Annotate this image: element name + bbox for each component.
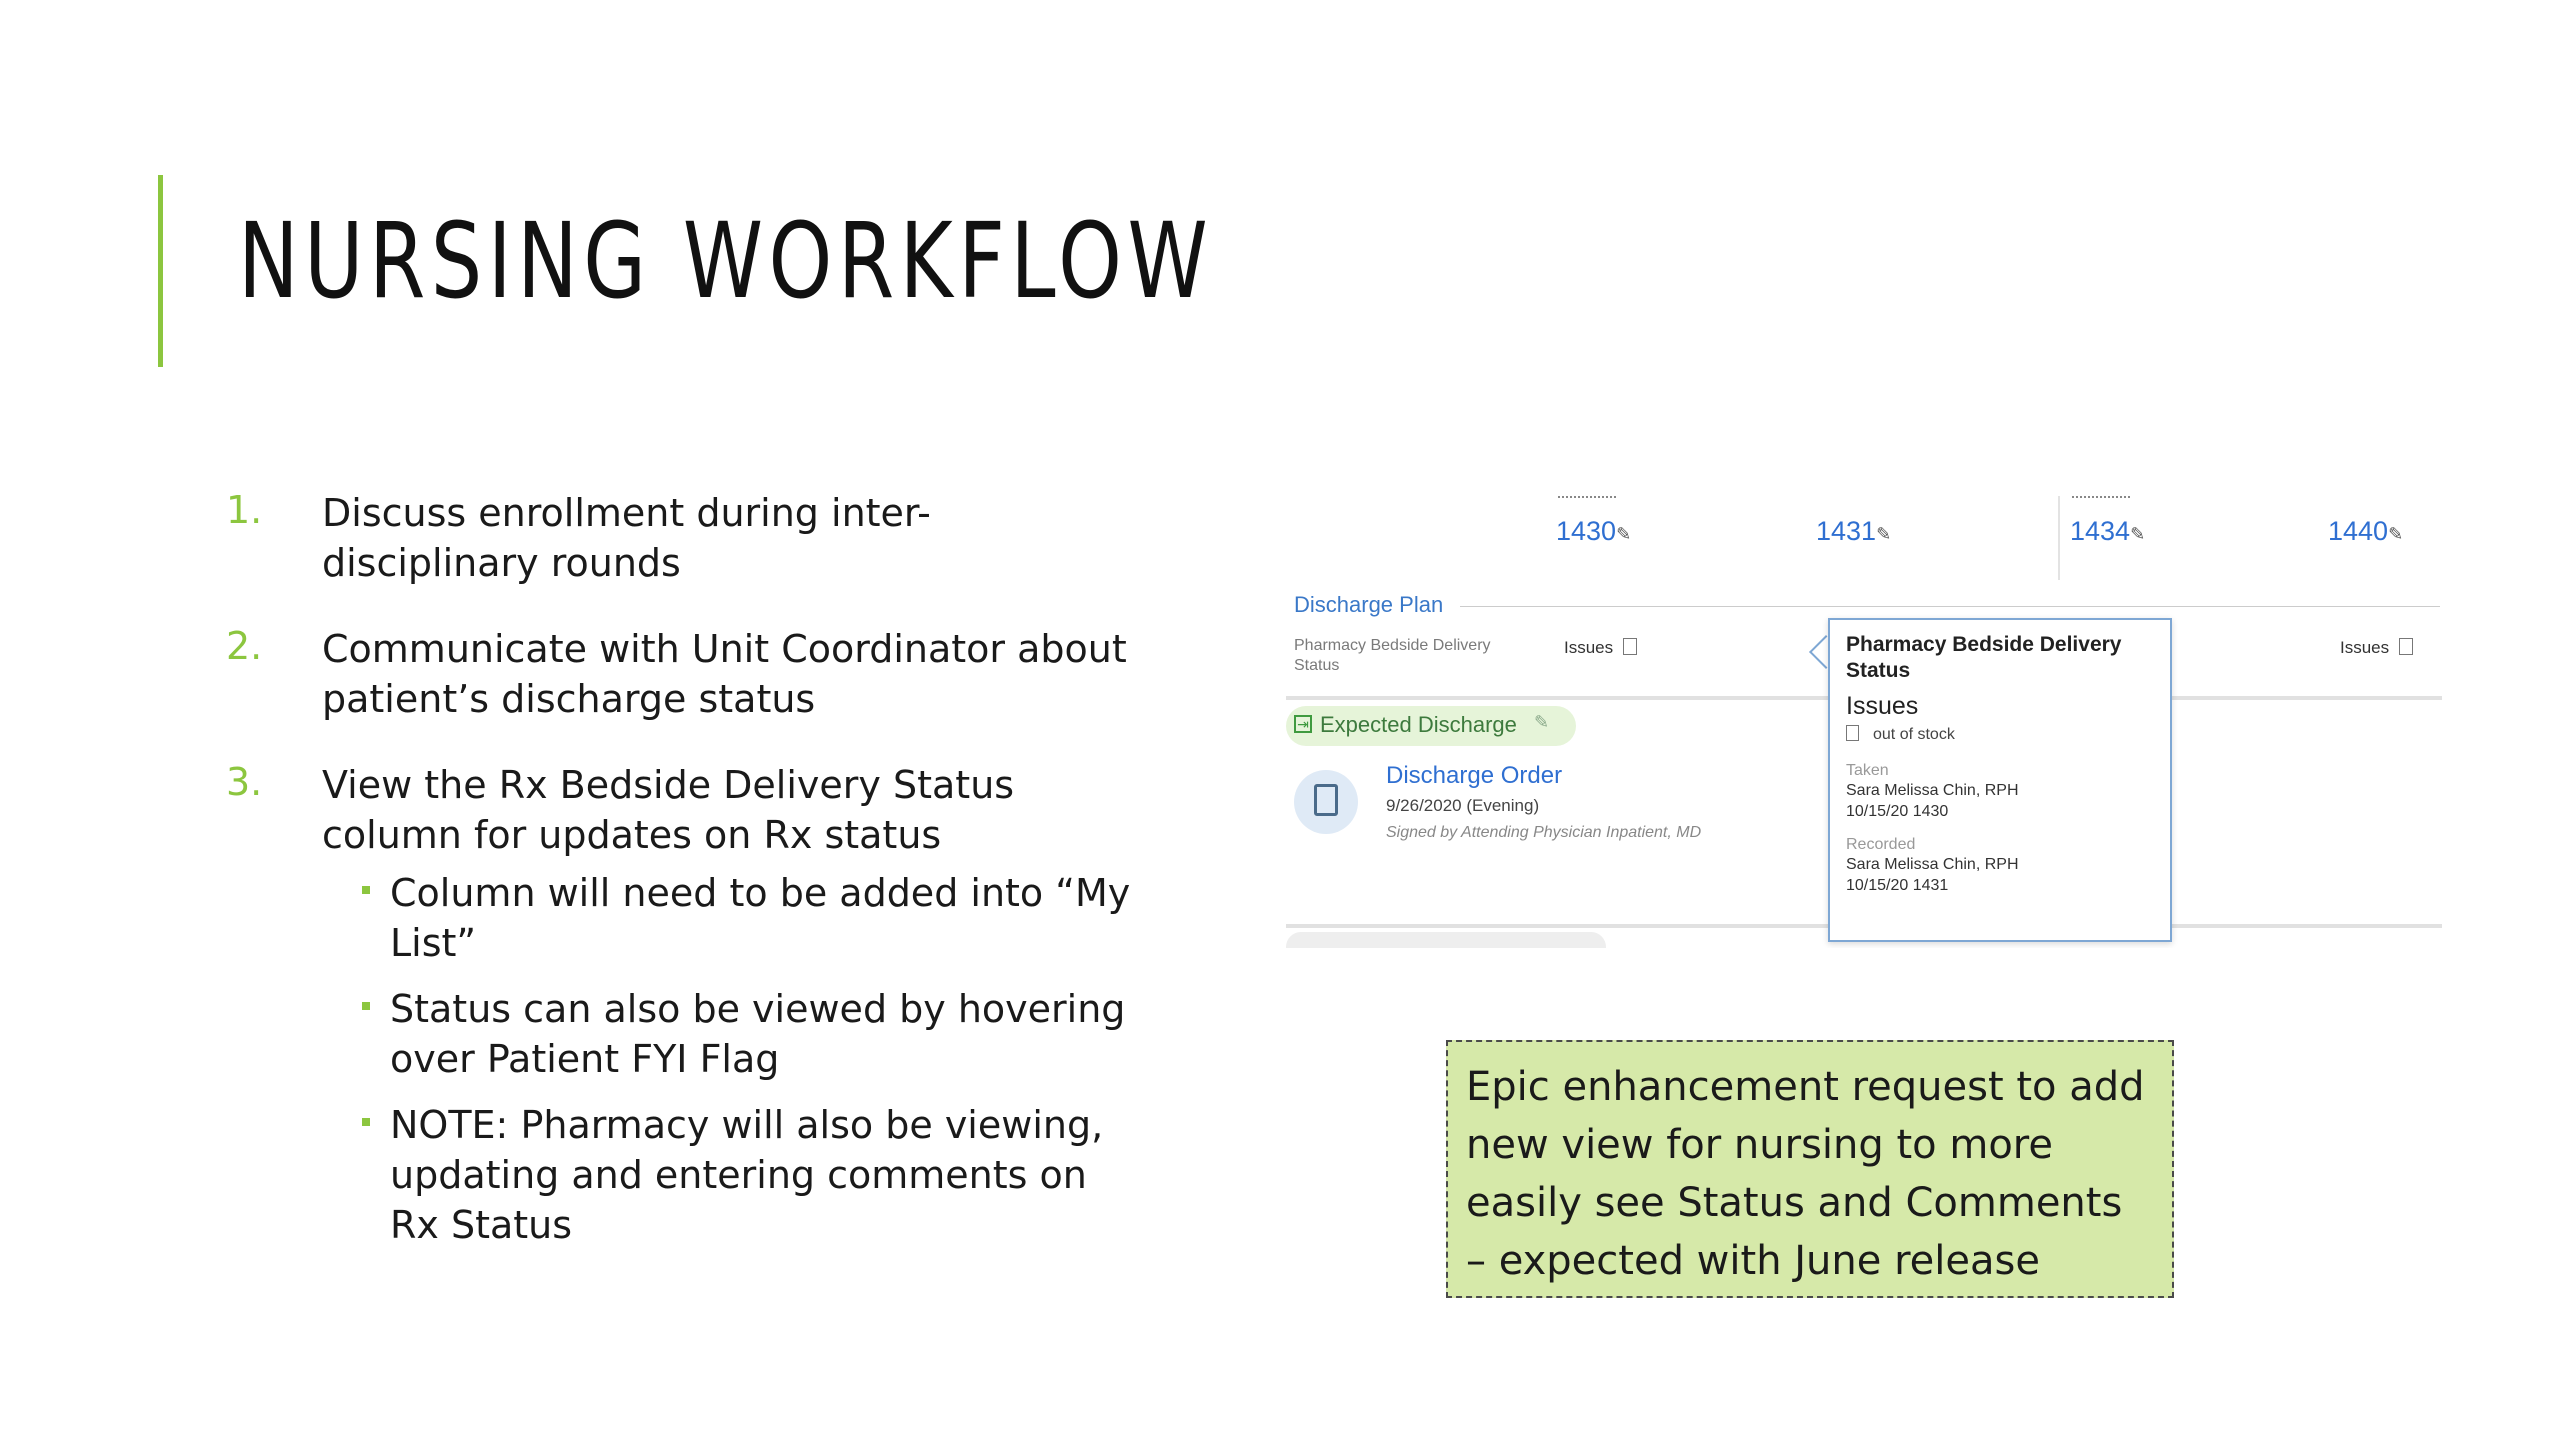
discharge-order-date: 9/26/2020 (Evening) — [1386, 796, 1540, 815]
section-divider — [1460, 606, 2440, 607]
taken-by: Sara Melissa Chin, RPH — [1846, 782, 2019, 799]
step-1 — [226, 488, 1146, 588]
square-bullet-icon — [362, 1002, 370, 1010]
status-tooltip — [1828, 618, 2172, 942]
recorded-time: 10/15/20 1431 — [1846, 877, 1949, 894]
clipboard-icon — [1314, 784, 1338, 816]
recorded-label: Recorded — [1846, 836, 1916, 853]
pencil-icon: ✎ — [2388, 524, 2404, 544]
tooltip-comment: out of stock — [1846, 725, 2154, 744]
square-bullet-icon — [362, 1118, 370, 1126]
recorded-by: Sara Melissa Chin, RPH — [1846, 856, 2019, 873]
next-section-pill — [1286, 932, 1606, 948]
row-label-bedside-delivery: Pharmacy Bedside Delivery Status — [1294, 637, 1491, 674]
taken-time: 10/15/20 1430 — [1846, 803, 1949, 820]
step-3-sub-bullets — [362, 868, 1146, 1250]
sub-bullet — [362, 868, 1146, 968]
step-3 — [226, 760, 1146, 1250]
expected-discharge-label: Expected Discharge — [1320, 712, 1517, 737]
ehr-screenshot — [1286, 496, 2442, 948]
slide-title: NURSING WORKFLOW — [238, 200, 1214, 322]
pencil-icon: ✎ — [1876, 524, 1892, 544]
step-number: 2. — [226, 624, 263, 668]
sub-bullet-text: Status can also be viewed by hovering over Patient FYI Flag — [390, 987, 1126, 1081]
discharge-plan-heading: Discharge Plan — [1294, 592, 1444, 617]
time-column-1440[interactable]: 1440✎ — [2328, 516, 2404, 546]
time-column-1431[interactable]: 1431✎ — [1816, 516, 1892, 546]
square-bullet-icon — [362, 886, 370, 894]
step-text: Discuss enrollment during inter-disciplinary rounds — [322, 491, 931, 585]
pencil-icon: ✎ — [1616, 524, 1632, 544]
document-icon — [2399, 638, 2413, 655]
discharge-exit-icon: ⇥ — [1294, 715, 1312, 733]
pencil-icon: ✎ — [2130, 524, 2146, 544]
discharge-order-link[interactable]: Discharge Order — [1386, 762, 1563, 789]
sub-bullet — [362, 984, 1146, 1084]
step-2 — [226, 624, 1146, 724]
time-stub — [1558, 496, 1616, 504]
document-icon — [1623, 638, 1637, 655]
issues-cell-right[interactable]: Issues — [2340, 638, 2413, 658]
time-stub — [2072, 496, 2130, 504]
title-accent-bar — [158, 175, 163, 367]
time-column-1434[interactable]: 1434✎ — [2070, 516, 2146, 546]
tooltip-title: Pharmacy Bedside Delivery Status — [1846, 633, 2122, 682]
step-number: 3. — [226, 760, 263, 804]
issues-cell-left[interactable]: Issues — [1564, 638, 1637, 658]
sub-bullet-text: NOTE: Pharmacy will also be viewing, updating and entering comments on Rx Status — [390, 1103, 1104, 1247]
time-column-1430[interactable]: 1430✎ — [1556, 516, 1632, 546]
step-number: 1. — [226, 488, 263, 532]
sub-bullet-text: Column will need to be added into “My List” — [390, 871, 1131, 965]
enhancement-callout: Epic enhancement request to add new view for nursing to more easily see Status and Comments – expected with June release — [1446, 1040, 2174, 1298]
taken-label: Taken — [1846, 762, 1889, 779]
discharge-order-signed: Signed by Attending Physician Inpatient, MD — [1386, 824, 1702, 841]
pencil-icon[interactable]: ✎ — [1534, 712, 1550, 732]
workflow-steps — [226, 488, 1146, 1286]
step-text: View the Rx Bedside Delivery Status column for updates on Rx status — [322, 763, 1015, 857]
step-text: Communicate with Unit Coordinator about patient’s discharge status — [322, 627, 1127, 721]
document-icon — [1846, 725, 1859, 741]
sub-bullet — [362, 1100, 1146, 1250]
column-divider — [2058, 496, 2060, 580]
tooltip-status: Issues — [1846, 692, 1919, 720]
